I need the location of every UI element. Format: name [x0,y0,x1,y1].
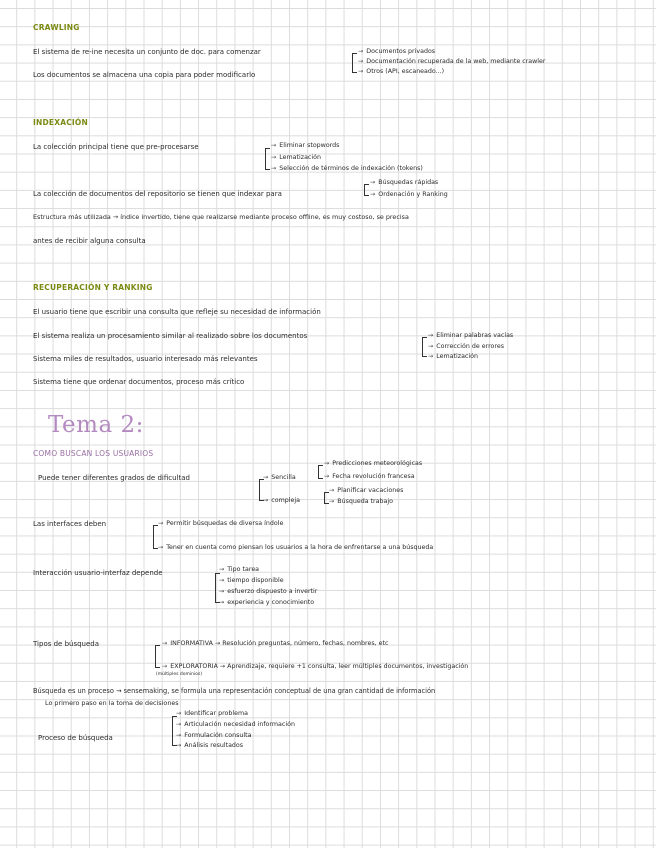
indexacion-branch: → Ordenación y Ranking [370,191,448,198]
indexacion-branch: → Selección de términos de indexación (tokens) [271,165,423,172]
crawling-heading: CRAWLING [33,23,80,32]
tema-2-title: Tema 2: [48,412,144,438]
recuperacion-branch: → Eliminar palabras vacías [428,332,514,339]
proceso-item: → Análisis resultados [176,742,244,749]
compleja-bracket [324,492,325,504]
recuperacion-line-2: El sistema realiza un procesamiento similar al realizado sobre los documentos [33,332,308,340]
tipos-note: (múltiples dominios) [156,672,203,677]
indexacion-bracket-1 [265,148,266,170]
interfaces-item: → Tener en cuenta como piensan los usuarios a la hora de enfrentarse a una búsqueda [158,544,434,551]
crawling-branch: → Otros (API, escaneado...) [358,68,445,75]
crawling-branch: → Documentación recuperada de la web, mediante crawler [358,58,546,65]
crawling-line-2: Los documentos se almacena una copia para poder modificarlo [33,71,256,79]
crawling-line-1: El sistema de re-ine necesita un conjunto de doc. para comenzar [33,48,261,56]
tema-2-subtitle: COMO BUSCAN LOS USUARIOS [33,449,154,458]
recuperacion-heading: RECUPERACIÓN Y RANKING [33,283,153,292]
proceso-text: Proceso de búsqueda [38,734,113,742]
interfaces-item: → Permitir búsquedas de diversa índole [158,520,284,527]
recuperacion-line-4: Sistema tiene que ordenar documentos, proceso más crítico [33,378,245,386]
interaccion-item: → Tipo tarea [219,566,260,573]
compleja-item: → Búsqueda trabajo [329,498,393,505]
interaccion-bracket [215,573,216,603]
indexacion-line-1: La colección principal tiene que pre-procesarse [33,143,199,151]
sencilla-item: → Predicciones meteorológicas [324,460,423,467]
dificultad-sencilla: → Sencilla [263,474,296,481]
proceso-item: → Formulación consulta [176,732,252,739]
recuperacion-line-1: El usuario tiene que escribir una consulta que refleje su necesidad de información [33,308,321,316]
proceso-line-1: Búsqueda es un proceso → sensemaking, se formula una representación conceptual de una gran cantidad de información [33,687,436,695]
interfaces-bracket [153,525,154,549]
crawling-bracket [352,53,353,73]
tipos-bracket [155,645,156,668]
sencilla-item: → Fecha revolución francesa [324,473,415,480]
tipos-informativa: → INFORMATIVA → Resolución preguntas, número, fechas, nombres, etc [162,640,389,647]
dificultad-compleja: → compleja [263,497,300,504]
indexacion-bracket-2 [364,184,365,196]
recuperacion-branch: → Lematización [428,353,478,360]
indexacion-branch: → Búsquedas rápidas [370,179,439,186]
indexacion-branch: → Eliminar stopwords [271,142,340,149]
proceso-item: → Articulación necesidad información [176,721,295,728]
interaccion-item: → esfuerzo dispuesto a invertir [219,588,318,595]
interaccion-item: → tiempo disponible [219,577,284,584]
recuperacion-branch: → Corrección de errores [428,343,504,350]
interfaces-text: Las interfaces deben [33,520,107,528]
recuperacion-line-3: Sistema miles de resultados, usuario interesado más relevantes [33,355,258,363]
proceso-bracket [172,716,173,746]
interaccion-text: Interacción usuario-interfaz depende [33,569,163,577]
dificultad-bracket [259,479,260,501]
proceso-line-2: Lo primero paso en la toma de decisiones [45,699,179,707]
dificultad-text: Puede tener diferentes grados de dificultad [38,474,190,482]
compleja-item: → Planificar vacaciones [329,487,404,494]
crawling-branch: → Documentos privados [358,48,436,55]
recuperacion-bracket [422,337,423,357]
indexacion-line-3: Estructura más utilizada → índice invertido, tiene que realizarse mediante proceso offline, es muy costoso, se precisa [33,213,409,221]
indexacion-heading: INDEXACIÓN [33,118,88,127]
tipos-exploratoria: → EXPLORATORIA → Aprendizaje, requiere +1 consulta, leer múltiples documentos, investigación [162,663,469,670]
proceso-item: → Identificar problema [176,710,249,717]
indexacion-branch: → Lematización [271,154,321,161]
tipos-text: Tipos de búsqueda [33,640,100,648]
indexacion-line-4: antes de recibir alguna consulta [33,237,146,245]
interaccion-item: → experiencia y conocimiento [219,599,315,606]
sencilla-bracket [318,465,319,479]
indexacion-line-2: La colección de documentos del repositorio se tienen que indexar para [33,190,282,198]
